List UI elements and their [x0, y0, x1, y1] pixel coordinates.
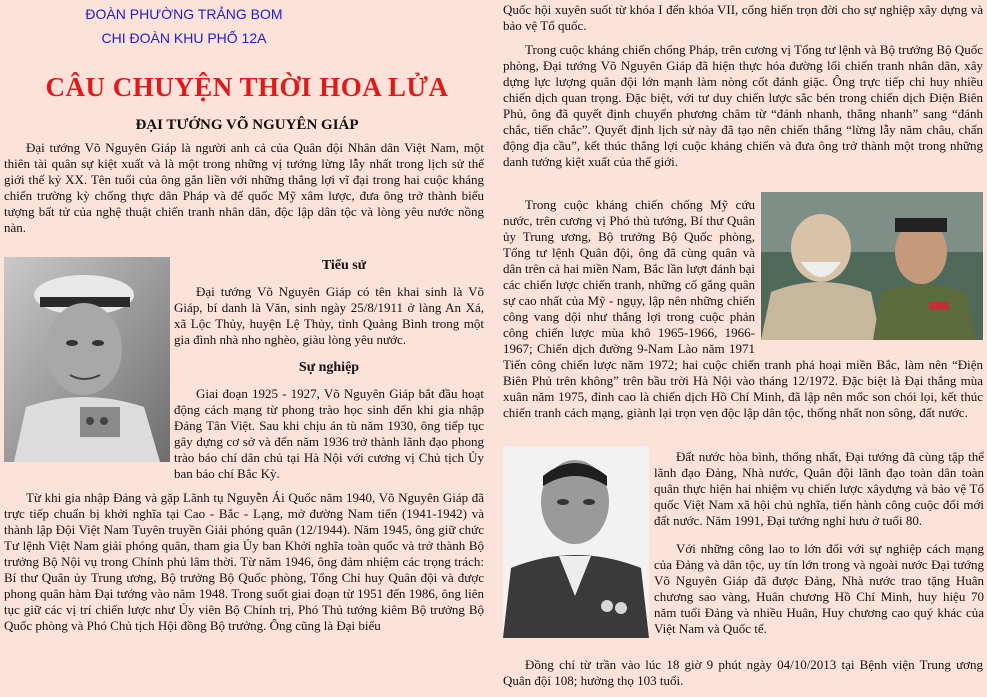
left-column: [4, 0, 484, 697]
career-heading: Sự nghiệp: [298, 360, 360, 375]
page-title: CÂU CHUYỆN THỜI HOA LỬA: [45, 72, 449, 102]
honors-paragraph: Với những công lao to lớn đối với sự nghiệp cách mạng của Đảng và dân tộc, uy tín lớn trong và ngoài nước Đại tướng Võ Nguyên Giáp đã được Đảng, Nhà nước trao tặng Huân chương sao vàng, Huân chương Hồ Chí Minh, huy hiệu 70 năm tuổi Đảng và nhiều Huân, Huy chương cao quý khác của Việt Nam và Quốc tế.: [654, 541, 984, 636]
us-war-paragraph-start: [503, 197, 983, 421]
career-paragraph-1: Giai đoạn 1925 - 1927, Võ Nguyên Giáp bắt đầu hoạt động cách mạng từ phong trào học sinh đến khi gia nhập Đảng Tân Việt. Sau khi chịu án tù năm 1930, ông tiếp tục gây dựng cơ sở và đến năm 1936 trở thành lãnh đạo phong trào báo chí dân chủ tại Hà Nội với cương vị Chủ tịch Ủy ban báo chí Bắc Kỳ.: [174, 386, 484, 481]
right-lower-block: [654, 449, 984, 637]
career-paragraph-2: Từ khi gia nhập Đảng và gặp Lãnh tụ Nguyễn Ái Quốc năm 1940, Võ Nguyên Giáp đã trực tiếp chuẩn bị khởi nghĩa tại Cao - Bắc - Lạng, mở đường Nam tiến (1941-1942) và thành lập Đội Việt Nam Tuyên truyền Giải phóng quân (12/1944). Năm 1945, ông giữ chức Tư lệnh Việt Nam giải phóng quân, tham gia Ủy ban Khởi nghĩa toàn quốc và trở thành Bộ trưởng Bộ Nội vụ trong Chính phủ lâm thời. Từ năm 1946, ông đảm nhiệm các trọng trách: Bí thư Quân ủy Trung ương, Bộ trưởng Bộ Quốc phòng, Tổng Chỉ huy Quân đội và được phong quân hàm Đại tướng vào năm 1948. Trong suốt giai đoạn từ 1951 đến 1986, ông liên tục giữ các vị trí chiến lược như Ủy viên Bộ Chính trị, Phó Thủ tướng kiêm Bộ trưởng Bộ Quốc phòng và Phó Chủ tịch Hội đồng Bộ trưởng. Ông cũng là Đại biểu: [4, 490, 484, 633]
org-line-2: CHI ĐOÀN KHU PHỐ 12A: [101, 30, 267, 46]
death-paragraph: Đồng chí từ trần vào lúc 18 giờ 9 phút ngày 04/10/2013 tại Bệnh viện Trung ương Quân đội 108; hưởng thọ 103 tuổi.: [503, 657, 983, 688]
bio-paragraph: Đại tướng Võ Nguyên Giáp có tên khai sinh là Võ Giáp, bí danh là Văn, sinh ngày 25/8/1911 ở làng An Xá, xã Lộc Thủy, huyện Lệ Thủy, tỉnh Quảng Bình trong một gia đình nhà nho nghèo, giàu lòng yêu nước.: [174, 284, 484, 347]
death-block: [503, 657, 983, 689]
continuation-paragraph: Quốc hội xuyên suốt từ khóa I đến khóa VII, cống hiến trọn đời cho sự nghiệp xây dựng và bảo vệ Tổ quốc.: [503, 2, 983, 33]
page-subtitle: ĐẠI TƯỚNG VÕ NGUYÊN GIÁP: [135, 117, 359, 133]
us-war-paragraph: Trong cuộc kháng chiến chống Mỹ cứu nước, trên cương vị Phó thủ tướng, Bí thư Quân ủy Trung ương, Bộ trưởng Bộ Quốc phòng, Tổng tư lệnh Quân đội, ông đã cùng quân và dân trên cả hai miền Nam, Bắc lần lượt đánh bại các chiến lược chiến tranh, những cố gắng quân sự cao nhất của Mỹ - ngụy, lập nên những chiến công vang dội như thắng lợi trong cuộc phản công chiến lược mùa khô 1965-1966, 1966-1967; Chiến dịch đường 9-Nam Lào năm 1971 Tiến công chiến lược năm 1972; hai cuộc chiến tranh phá hoại miền Bắc, làm nên “Điện Biên Phủ trên không” trên bầu trời Hà Nội vào tháng 12/1972. Đặc biệt là Đại thắng mùa xuân năm 1975, đỉnh cao là chiến dịch Hồ Chí Minh, đã lập nên mốc son chói lọi, kết thúc chiến tranh cách mạng, giành lại trọn vẹn độc lập dân tộc, thống nhất non sông, đất nước.: [503, 197, 983, 420]
french-war-paragraph: Trong cuộc kháng chiến chống Pháp, trên cương vị Tổng tư lệnh và Bộ trưởng Bộ Quốc phòng, Đại tướng Võ Nguyên Giáp đã hiện thực hóa đường lối chiến tranh nhân dân, xây dựng lực lượng quân đội lớn mạnh làm nòng cốt đánh giặc. Ông trực tiếp chỉ huy nhiều chiến dịch quan trọng. Đặc biệt, với tư duy chiến lược sắc bén trong chiến dịch Điện Biên Phủ, ông đã quyết định chuyển phương châm từ “đánh nhanh, thắng nhanh” sang “đánh chắc, tiến chắc”. Quyết định lịch sử này đã tạo nên chiến thắng “lừng lẫy năm châu, chấn động địa cầu”, kết thúc thắng lợi cuộc kháng chiến và đưa ông trở thành một trong những danh tướng kiệt xuất của thế giới.: [503, 42, 983, 169]
uniform-portrait-photo: [503, 446, 649, 638]
photo-float-spacer: [755, 197, 983, 343]
peace-paragraph: Đất nước hòa bình, thống nhất, Đại tướng đã cùng tập thể lãnh đạo Đảng, Nhà nước, Quân đội lãnh đạo toàn dân toàn quân thực hiện hai nhiệm vụ chiến lược xâydựng và bảo vệ Tổ quốc Việt Nam xã hội chủ nghĩa, tiến hành công cuộc đổi mới đất nước. Năm 1991, Đại tướng nghỉ hưu ở tuổi 80.: [654, 449, 984, 528]
portrait-photo: [4, 257, 170, 462]
bio-heading: Tiểu sử: [321, 258, 367, 273]
org-line-1: ĐOÀN PHƯỜNG TRẢNG BOM: [85, 6, 283, 22]
intro-paragraph: Đại tướng Võ Nguyên Giáp là người anh cả của Quân đội Nhân dân Việt Nam, một thiên tài quân sự kiệt xuất và là một trong những vị tướng lừng lẫy nhất trong lịch sử thế giới thế kỷ XX. Tên tuổi của ông gắn liền với những thắng lợi vĩ đại trong hai cuộc kháng chiến trường kỳ chống thực dân Pháp và đế quốc Mỹ xâm lược, đưa ông trở thành biểu tượng bất tử của nghệ thuật chiến tranh nhân dân, độc lập dân tộc và lòng yêu nước nồng nàn.: [4, 140, 484, 235]
